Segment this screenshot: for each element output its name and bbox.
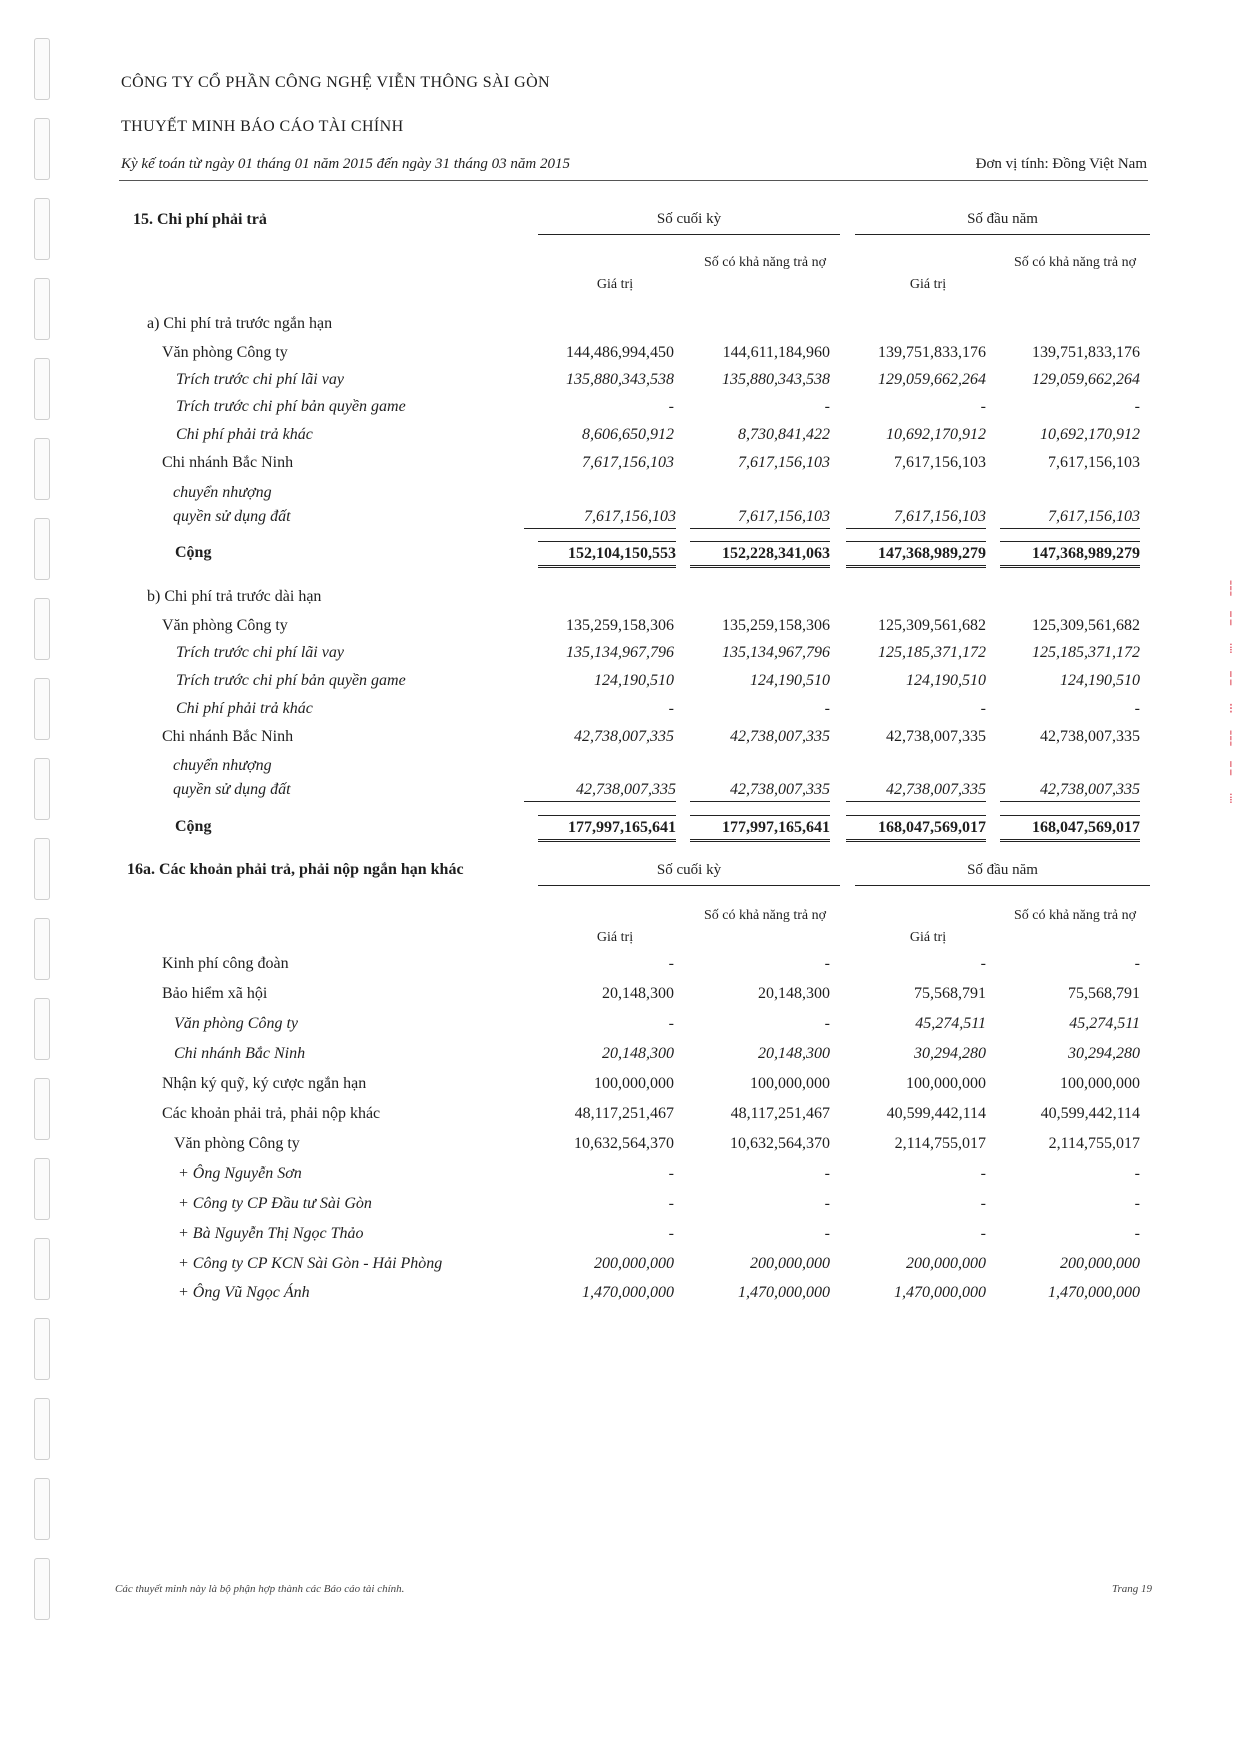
cell-capacity-end: 100,000,000 <box>750 1075 830 1092</box>
cell-capacity-begin: - <box>1134 1225 1140 1242</box>
group-header-end: Số cuối kỳ <box>656 211 722 227</box>
cell-capacity-begin: 125,185,371,172 <box>1032 644 1140 661</box>
cell-value-begin: 40,599,442,114 <box>886 1105 986 1122</box>
row-label: Chi nhánh Bắc Ninh <box>162 728 294 745</box>
cell-value-end: - <box>668 398 674 415</box>
row-label: Chi nhánh Bắc Ninh <box>162 454 294 471</box>
binding-hole <box>34 1558 50 1620</box>
cell-capacity-end: 1,470,000,000 <box>738 1284 830 1301</box>
total-value-end: 152,104,150,553 <box>538 541 676 568</box>
row-label: + Ông Vũ Ngọc Ánh <box>178 1284 310 1301</box>
cell-value-begin: 124,190,510 <box>906 672 986 689</box>
cell-value-begin: 1,470,000,000 <box>894 1284 986 1301</box>
cell-value-begin: - <box>980 1195 986 1212</box>
cell-capacity-begin: - <box>1134 1195 1140 1212</box>
section-15-title: 15. Chi phí phải trả <box>133 211 267 228</box>
header-rule <box>119 180 1148 181</box>
cell-capacity-end: 8,730,841,422 <box>738 426 830 443</box>
binding-hole <box>34 198 50 260</box>
total-capacity-begin: 147,368,989,279 <box>1000 541 1140 568</box>
subsection-b-title: b) Chi phí trả trước dài hạn <box>147 588 322 605</box>
cell-capacity-end: 7,617,156,103 <box>690 508 830 529</box>
binding-hole <box>34 438 50 500</box>
row-label: Trích trước chi phí bản quyền game <box>176 398 406 415</box>
group-header-begin: Số đầu năm <box>967 862 1038 878</box>
cell-value-end: 135,259,158,306 <box>566 617 674 634</box>
cell-value-begin: 129,059,662,264 <box>878 371 986 388</box>
total-value-begin: 168,047,569,017 <box>846 815 986 842</box>
cell-capacity-end: 20,148,300 <box>758 1045 830 1062</box>
cell-capacity-begin: 1,470,000,000 <box>1048 1284 1140 1301</box>
cell-capacity-begin: 200,000,000 <box>1060 1255 1140 1272</box>
binding-hole <box>34 1398 50 1460</box>
footer-note: Các thuyết minh này là bộ phận hợp thành các Báo cáo tài chính. <box>115 1583 405 1595</box>
binding-hole <box>34 278 50 340</box>
cell-capacity-end: 7,617,156,103 <box>738 454 830 471</box>
cell-value-begin: - <box>980 1165 986 1182</box>
cell-capacity-begin: - <box>1134 955 1140 972</box>
cell-value-begin: - <box>980 398 986 415</box>
col-header-capacity: Số có khả năng trả nợ <box>1013 908 1137 923</box>
row-label: chuyển nhượng <box>173 484 272 501</box>
cell-capacity-end: 124,190,510 <box>750 672 830 689</box>
cell-capacity-end: 135,134,967,796 <box>722 644 830 661</box>
cell-value-end: - <box>668 1015 674 1032</box>
binding-hole <box>34 758 50 820</box>
cell-capacity-end: - <box>824 1195 830 1212</box>
cell-value-end: 135,134,967,796 <box>566 644 674 661</box>
row-label: chuyển nhượng <box>173 757 272 774</box>
row-label: Trích trước chi phí bản quyền game <box>176 672 406 689</box>
cell-value-end: 200,000,000 <box>594 1255 674 1272</box>
cell-capacity-begin: 7,617,156,103 <box>1000 508 1140 529</box>
group-header-begin: Số đầu năm <box>967 211 1038 227</box>
cell-capacity-end: - <box>824 398 830 415</box>
cell-capacity-begin: 129,059,662,264 <box>1032 371 1140 388</box>
cell-capacity-end: 200,000,000 <box>750 1255 830 1272</box>
row-label: Các khoản phải trả, phải nộp khác <box>162 1105 381 1122</box>
cell-value-end: 144,486,994,450 <box>566 344 674 361</box>
group-rule <box>855 885 1150 886</box>
group-rule <box>538 234 840 235</box>
row-label: + Công ty CP KCN Sài Gòn - Hải Phòng <box>178 1255 443 1272</box>
cell-value-end: - <box>668 1195 674 1212</box>
cell-value-end: - <box>668 1165 674 1182</box>
cell-capacity-end: - <box>824 1225 830 1242</box>
cell-capacity-begin: - <box>1134 398 1140 415</box>
col-header-capacity: Số có khả năng trả nợ <box>703 255 827 270</box>
cell-value-end: 10,632,564,370 <box>574 1135 674 1152</box>
binding-hole <box>34 1078 50 1140</box>
cell-value-end: 48,117,251,467 <box>574 1105 674 1122</box>
binding-hole <box>34 998 50 1060</box>
row-label: + Ông Nguyễn Sơn <box>178 1165 302 1182</box>
col-header-value: Giá trị <box>909 277 947 292</box>
row-label: Văn phòng Công ty <box>162 344 288 361</box>
row-label: Nhận ký quỹ, ký cược ngắn hạn <box>162 1075 367 1092</box>
col-header-capacity: Số có khả năng trả nợ <box>703 908 827 923</box>
cell-capacity-end: 10,632,564,370 <box>730 1135 830 1152</box>
company-name: CÔNG TY CỔ PHẦN CÔNG NGHỆ VIỄN THÔNG SÀI GÒN <box>121 74 551 91</box>
total-label: Cộng <box>175 818 212 835</box>
row-label: + Công ty CP Đầu tư Sài Gòn <box>178 1195 372 1212</box>
cell-value-begin: 125,185,371,172 <box>878 644 986 661</box>
group-rule <box>538 885 840 886</box>
cell-value-end: 20,148,300 <box>602 1045 674 1062</box>
cell-capacity-begin: 124,190,510 <box>1060 672 1140 689</box>
cell-capacity-end: - <box>824 1015 830 1032</box>
binding-hole <box>34 358 50 420</box>
binding-hole <box>34 38 50 100</box>
cell-capacity-begin: 7,617,156,103 <box>1048 454 1140 471</box>
cell-capacity-end: 20,148,300 <box>758 985 830 1002</box>
cell-capacity-begin: 10,692,170,912 <box>1040 426 1140 443</box>
cell-capacity-end: 42,738,007,335 <box>690 781 830 802</box>
cell-value-end: 7,617,156,103 <box>582 454 674 471</box>
cell-capacity-end: - <box>824 955 830 972</box>
col-header-value: Giá trị <box>596 930 634 945</box>
cell-value-begin: 10,692,170,912 <box>886 426 986 443</box>
col-header-value: Giá trị <box>596 277 634 292</box>
page-number: Trang 19 <box>1111 1583 1152 1595</box>
cell-capacity-begin: 139,751,833,176 <box>1032 344 1140 361</box>
row-label: Chi phí phải trả khác <box>176 700 313 717</box>
cell-value-begin: 139,751,833,176 <box>878 344 986 361</box>
cell-capacity-begin: - <box>1134 1165 1140 1182</box>
cell-value-begin: 200,000,000 <box>906 1255 986 1272</box>
accounting-period: Kỳ kế toán từ ngày 01 tháng 01 năm 2015 đến ngày 31 tháng 03 năm 2015 <box>121 156 570 172</box>
cell-value-begin: 7,617,156,103 <box>846 508 986 529</box>
group-rule <box>855 234 1150 235</box>
cell-value-begin: 42,738,007,335 <box>846 781 986 802</box>
cell-value-begin: - <box>980 1225 986 1242</box>
cell-capacity-end: 144,611,184,960 <box>722 344 830 361</box>
total-capacity-end: 177,997,165,641 <box>690 815 830 842</box>
cell-value-end: 135,880,343,538 <box>566 371 674 388</box>
cell-value-begin: 42,738,007,335 <box>886 728 986 745</box>
col-header-capacity: Số có khả năng trả nợ <box>1013 255 1137 270</box>
binding-hole <box>34 1478 50 1540</box>
row-label: Chi phí phải trả khác <box>176 426 313 443</box>
cell-capacity-begin: 30,294,280 <box>1068 1045 1140 1062</box>
cell-value-end: - <box>668 1225 674 1242</box>
row-label: Bảo hiểm xã hội <box>162 985 268 1002</box>
binding-hole <box>34 838 50 900</box>
cell-capacity-end: 135,259,158,306 <box>722 617 830 634</box>
cell-capacity-end: 42,738,007,335 <box>730 728 830 745</box>
row-label: Văn phòng Công ty <box>162 617 288 634</box>
cell-capacity-begin: - <box>1134 700 1140 717</box>
stamp-fragment: ┆ ╎ ⁞ ╎ ⁝ ┆ ╎ ⁞ <box>1226 582 1236 807</box>
cell-value-end: - <box>668 955 674 972</box>
cell-value-begin: 100,000,000 <box>906 1075 986 1092</box>
cell-value-end: 100,000,000 <box>594 1075 674 1092</box>
cell-capacity-begin: 40,599,442,114 <box>1040 1105 1140 1122</box>
row-label-line2: quyền sử dụng đất <box>173 781 291 798</box>
cell-capacity-end: - <box>824 700 830 717</box>
cell-value-end: 1,470,000,000 <box>582 1284 674 1301</box>
cell-capacity-begin: 125,309,561,682 <box>1032 617 1140 634</box>
row-label: Văn phòng Công ty <box>174 1135 300 1152</box>
binding-hole <box>34 598 50 660</box>
binding-hole <box>34 678 50 740</box>
cell-value-begin: 45,274,511 <box>915 1015 986 1032</box>
row-label: Kinh phí công đoàn <box>162 955 289 972</box>
binding-hole <box>34 518 50 580</box>
cell-capacity-end: 48,117,251,467 <box>730 1105 830 1122</box>
binding-hole <box>34 918 50 980</box>
cell-value-end: 8,606,650,912 <box>582 426 674 443</box>
document-title: THUYẾT MINH BÁO CÁO TÀI CHÍNH <box>121 118 404 135</box>
row-label: Văn phòng Công ty <box>174 1015 298 1032</box>
binding-hole <box>34 1158 50 1220</box>
section-16a-title: 16a. Các khoản phải trả, phải nộp ngắn hạn khác <box>127 861 464 878</box>
cell-capacity-begin: 45,274,511 <box>1069 1015 1140 1032</box>
row-label-line2: quyền sử dụng đất <box>173 508 291 525</box>
cell-value-begin: 2,114,755,017 <box>894 1135 986 1152</box>
total-value-end: 177,997,165,641 <box>538 815 676 842</box>
cell-value-begin: 30,294,280 <box>914 1045 986 1062</box>
cell-value-begin: - <box>980 955 986 972</box>
cell-value-end: 7,617,156,103 <box>524 508 676 529</box>
total-value-begin: 147,368,989,279 <box>846 541 986 568</box>
cell-value-begin: 75,568,791 <box>914 985 986 1002</box>
binding-hole <box>34 1238 50 1300</box>
cell-value-begin: 7,617,156,103 <box>894 454 986 471</box>
cell-capacity-end: - <box>824 1165 830 1182</box>
row-label: Chi nhánh Bắc Ninh <box>174 1045 306 1062</box>
cell-value-end: 42,738,007,335 <box>524 781 676 802</box>
cell-value-end: 20,148,300 <box>602 985 674 1002</box>
total-label: Cộng <box>175 544 212 561</box>
cell-value-begin: 125,309,561,682 <box>878 617 986 634</box>
cell-capacity-begin: 2,114,755,017 <box>1048 1135 1140 1152</box>
cell-value-end: 124,190,510 <box>594 672 674 689</box>
currency-unit: Đơn vị tính: Đồng Việt Nam <box>975 156 1147 172</box>
group-header-end: Số cuối kỳ <box>656 862 722 878</box>
cell-capacity-begin: 42,738,007,335 <box>1000 781 1140 802</box>
row-label: + Bà Nguyễn Thị Ngọc Thảo <box>178 1225 364 1242</box>
cell-capacity-begin: 100,000,000 <box>1060 1075 1140 1092</box>
row-label: Trích trước chi phí lãi vay <box>176 371 344 388</box>
total-capacity-end: 152,228,341,063 <box>690 541 830 568</box>
total-capacity-begin: 168,047,569,017 <box>1000 815 1140 842</box>
cell-capacity-begin: 42,738,007,335 <box>1040 728 1140 745</box>
subsection-a-title: a) Chi phí trả trước ngắn hạn <box>147 315 333 332</box>
binding-hole <box>34 118 50 180</box>
cell-value-end: - <box>668 700 674 717</box>
row-label: Trích trước chi phí lãi vay <box>176 644 344 661</box>
cell-capacity-end: 135,880,343,538 <box>722 371 830 388</box>
cell-value-end: 42,738,007,335 <box>574 728 674 745</box>
col-header-value: Giá trị <box>909 930 947 945</box>
binding-hole <box>34 1318 50 1380</box>
cell-value-begin: - <box>980 700 986 717</box>
cell-capacity-begin: 75,568,791 <box>1068 985 1140 1002</box>
